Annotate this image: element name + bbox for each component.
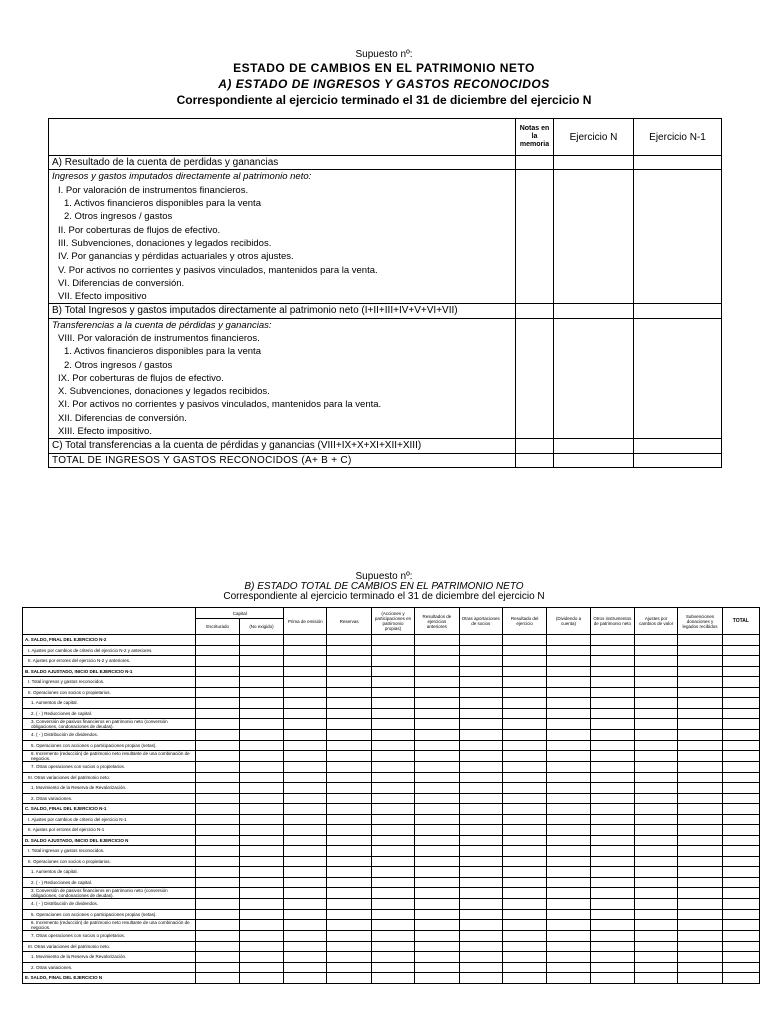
table-row: XIII. Efecto impositivo.	[49, 425, 722, 439]
supuesto-label-a: Supuesto nº:	[355, 49, 413, 60]
table-row: IX. Por coberturas de flujos de efectivo.	[49, 372, 722, 385]
col-reservas: Reservas	[327, 608, 371, 635]
table-row: 1. Aumentos de capital.	[23, 698, 760, 709]
table-row: C. SALDO, FINAL DEL EJERCICIO N-1	[23, 804, 760, 815]
table-row: XI. Por activos no corrientes y pasivos vinculados, mantenidos para la venta.	[49, 398, 722, 411]
table-row: 5. Operaciones con acciones o participaciones propias (netas).	[23, 909, 760, 920]
table-row: 1. Movimiento de la Reserva de Revalorización.	[23, 952, 760, 963]
table-body	[23, 635, 760, 984]
income-expense-table	[48, 118, 722, 468]
col-ajustes: Ajustes por cambios de valor	[635, 608, 678, 635]
table-row: B. SALDO AJUSTADO, INICIO DEL EJERCICIO N-1	[23, 666, 760, 677]
col-ejercicio-n: Ejercicio N	[554, 119, 634, 156]
table-row: VI. Diferencias de conversión.	[49, 277, 722, 290]
col-subvenciones: Subvenciones donaciones y legados recibidos	[678, 608, 722, 635]
period-b: Correspondiente al ejercicio terminado el 31 de diciembre del ejercicio N	[223, 591, 545, 602]
table-row: V. Por activos no corrientes y pasivos vinculados, mantenidos para la venta.	[49, 263, 722, 276]
table-row: A) Resultado de la cuenta de perdidas y ganancias	[49, 156, 722, 170]
table-row: 2. Otras variaciones.	[23, 962, 760, 973]
table-row: I. Ajustes por cambios de criterio del ejercicio N-1	[23, 814, 760, 825]
supuesto-label-b: Supuesto nº:	[355, 571, 413, 582]
col-capital: Capital	[196, 608, 284, 619]
subtitle-b: B) ESTADO TOTAL DE CAMBIOS EN EL PATRIMONIO NETO	[244, 581, 524, 592]
table-row: Ingresos y gastos imputados directamente al patrimonio neto:	[49, 170, 722, 184]
table-row: 4. ( - ) Distribución de dividendos.	[23, 730, 760, 741]
table-row: II. Por coberturas de flujos de efectivo.	[49, 223, 722, 236]
table-row: 2. Otros ingresos / gastos	[49, 210, 722, 223]
table-row: B) Total Ingresos y gastos imputados directamente al patrimonio neto (I+II+III+IV+V+VI+VII)	[49, 304, 722, 318]
col-notas: Notas en la memoria	[516, 119, 554, 156]
table-row: 1. Movimiento de la Reserva de Revalorización.	[23, 783, 760, 794]
col-otros-instrumentos: Otros instrumentos de patrimonio neto	[590, 608, 634, 635]
table-row: IV. Por ganancias y pérdidas actuariales y otros ajustes.	[49, 250, 722, 263]
table-row: VII. Efecto impositivo	[49, 290, 722, 304]
table-row: 7. Otras operaciones con socios o propietarios.	[23, 931, 760, 942]
table-row: I. Ajustes por cambios de criterio del ejercicio N-2 y anteriores.	[23, 645, 760, 656]
period-a: Correspondiente al ejercicio terminado el 31 de diciembre del ejercicio N	[176, 93, 592, 107]
table-row: 6. Incremento (reducción) de patrimonio neto resultante de una combinación de negocios.	[23, 920, 760, 931]
col-ejercicio-n1: Ejercicio N-1	[634, 119, 722, 156]
col-acciones: (Acciones y participaciones en patrimonio propias)	[371, 608, 414, 635]
table-row: 3. Conversión de pasivos financieros en patrimonio neto (conversión obligaciones, condonaciones de deudas).	[23, 888, 760, 899]
col-resultados-anteriores: Resultados de ejercicios anteriores	[415, 608, 459, 635]
table-row: II. Ajustes por errores del ejercicio N-1	[23, 825, 760, 836]
table-row: I. Por valoración de instrumentos financieros.	[49, 184, 722, 197]
table-header	[23, 608, 760, 619]
table-row: 2. Otras variaciones.	[23, 793, 760, 804]
table-row: 5. Operaciones con acciones o participaciones propias (netas).	[23, 740, 760, 751]
table-row: 2. ( - ) Reducciones de capital.	[23, 708, 760, 719]
table-row: II. Operaciones con socios o propietarios.	[23, 856, 760, 867]
table-row: II. Operaciones con socios o propietarios.	[23, 687, 760, 698]
table-row: A. SALDO, FINAL DEL EJERCICIO N-2	[23, 635, 760, 646]
table-row: TOTAL DE INGRESOS Y GASTOS RECONOCIDOS (A+ B + C)	[49, 453, 722, 467]
main-title: ESTADO DE CAMBIOS EN EL PATRIMONIO NETO	[233, 61, 535, 75]
table-row: VIII. Por valoración de instrumentos financieros.	[49, 332, 722, 345]
col-dividendo: (Dividendo a cuenta)	[547, 608, 590, 635]
col-resultado: Resultado del ejercicio	[502, 608, 546, 635]
col-no-exigido: (No exigido)	[239, 619, 283, 635]
table-row: D. SALDO AJUSTADO, INICIO DEL EJERCICIO N	[23, 835, 760, 846]
col-otras-aportaciones: Otras aportaciones de socios	[459, 608, 502, 635]
table-row: E. SALDO, FINAL DEL EJERCICIO N	[23, 973, 760, 984]
table-row: III. Otras variaciones del patrimonio neto.	[23, 941, 760, 952]
table-row: III. Subvenciones, donaciones y legados recibidos.	[49, 237, 722, 250]
table-row: C) Total transferencias a la cuenta de pérdidas y ganancias (VIII+IX+X+XI+XII+XIII)	[49, 439, 722, 453]
table-row: 1. Aumentos de capital.	[23, 867, 760, 878]
table-row: 1. Activos financieros disponibles para la venta	[49, 345, 722, 358]
col-total: TOTAL	[722, 608, 759, 635]
table-row: 2. ( - ) Reducciones de capital.	[23, 877, 760, 888]
col-escriturado: Escriturado	[196, 619, 239, 635]
table-row: Transferencias a la cuenta de pérdidas y ganancias:	[49, 318, 722, 332]
table-row: III. Otras variaciones del patrimonio neto.	[23, 772, 760, 783]
table-row: XII. Diferencias de conversión.	[49, 412, 722, 425]
table-row: 2. Otros ingresos / gastos	[49, 358, 722, 371]
table-header	[49, 119, 722, 156]
table-row: I. Total ingresos y gastos reconocidos.	[23, 677, 760, 688]
table-row: 1. Activos financieros disponibles para la venta	[49, 197, 722, 210]
subtitle-a: A) ESTADO DE INGRESOS Y GASTOS RECONOCIDOS	[218, 77, 550, 91]
equity-changes-table	[22, 607, 760, 984]
table-row: 6. Incremento (reducción) de patrimonio neto resultante de una combinación de negocios.	[23, 751, 760, 762]
table-row: I. Total ingresos y gastos reconocidos.	[23, 846, 760, 857]
table-row: 3. Conversión de pasivos financieros en patrimonio neto (conversión obligaciones, condonaciones de deudas).	[23, 719, 760, 730]
table-row: 4. ( - ) Distribución de dividendos.	[23, 899, 760, 910]
col-prima: Prima de emisión	[284, 608, 327, 635]
table-row: X. Subvenciones, donaciones y legados recibidos.	[49, 385, 722, 398]
table-row: II. Ajustes por errores del ejercicio N-2 y anteriores.	[23, 656, 760, 667]
table-row: 7. Otras operaciones con socios o propietarios.	[23, 762, 760, 773]
